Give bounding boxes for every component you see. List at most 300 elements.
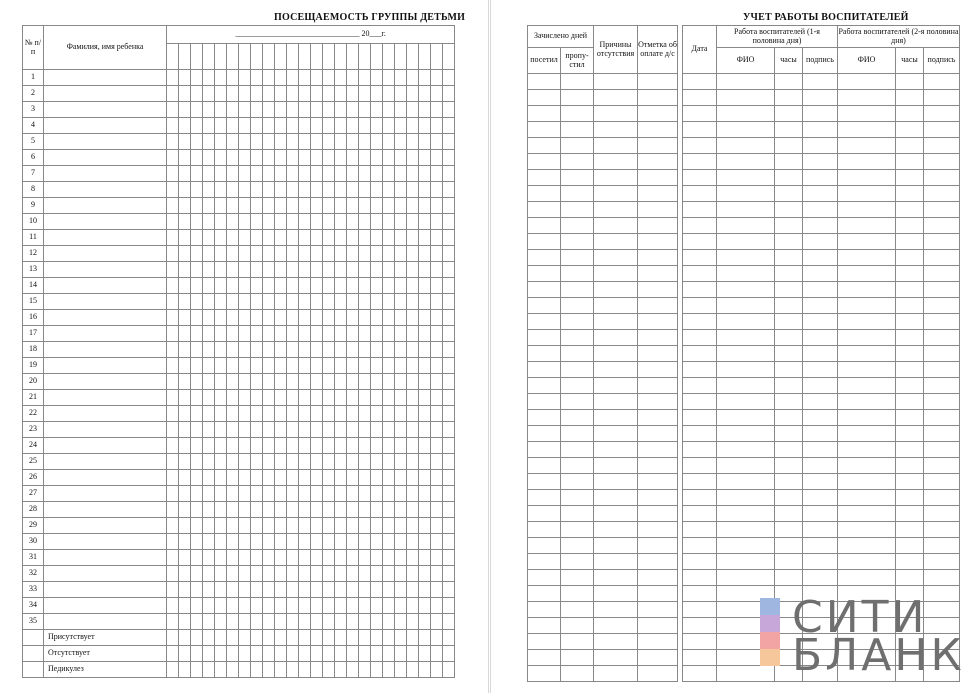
attendance-cell[interactable]	[359, 310, 371, 326]
teachers-work-cell[interactable]	[803, 426, 838, 442]
attendance-cell[interactable]	[443, 134, 455, 150]
teachers-work-cell[interactable]	[775, 106, 803, 122]
attendance-cell[interactable]	[227, 390, 239, 406]
attendance-cell[interactable]	[275, 566, 287, 582]
attendance-cell[interactable]	[179, 198, 191, 214]
attendance-cell[interactable]	[167, 198, 179, 214]
attendance-cell[interactable]	[215, 502, 227, 518]
teachers-work-cell[interactable]	[838, 282, 896, 298]
teachers-work-cell[interactable]	[683, 186, 717, 202]
footer-cell[interactable]	[239, 646, 251, 662]
attendance-cell[interactable]	[383, 390, 395, 406]
attendance-cell[interactable]	[347, 326, 359, 342]
attendance-cell[interactable]	[443, 230, 455, 246]
attendance-cell[interactable]	[335, 70, 347, 86]
attendance-cell[interactable]	[419, 278, 431, 294]
credited-days-cell[interactable]	[638, 298, 678, 314]
teachers-work-cell[interactable]	[924, 346, 960, 362]
child-name-cell[interactable]	[44, 102, 167, 118]
teachers-work-cell[interactable]	[717, 186, 775, 202]
attendance-cell[interactable]	[443, 550, 455, 566]
attendance-cell[interactable]	[251, 582, 263, 598]
credited-days-cell[interactable]	[594, 170, 638, 186]
attendance-cell[interactable]	[275, 134, 287, 150]
attendance-cell[interactable]	[275, 294, 287, 310]
credited-days-cell[interactable]	[594, 202, 638, 218]
attendance-cell[interactable]	[191, 326, 203, 342]
attendance-cell[interactable]	[443, 182, 455, 198]
teachers-work-cell[interactable]	[683, 266, 717, 282]
teachers-work-cell[interactable]	[896, 266, 924, 282]
attendance-cell[interactable]	[287, 294, 299, 310]
attendance-cell[interactable]	[179, 230, 191, 246]
attendance-cell[interactable]	[407, 70, 419, 86]
teachers-work-cell[interactable]	[838, 170, 896, 186]
attendance-cell[interactable]	[371, 182, 383, 198]
attendance-cell[interactable]	[203, 118, 215, 134]
teachers-work-cell[interactable]	[838, 314, 896, 330]
attendance-cell[interactable]	[167, 230, 179, 246]
teachers-work-cell[interactable]	[896, 234, 924, 250]
attendance-cell[interactable]	[311, 566, 323, 582]
teachers-work-cell[interactable]	[775, 570, 803, 586]
attendance-cell[interactable]	[275, 406, 287, 422]
attendance-cell[interactable]	[359, 374, 371, 390]
attendance-cell[interactable]	[299, 262, 311, 278]
teachers-work-cell[interactable]	[803, 330, 838, 346]
teachers-work-cell[interactable]	[896, 458, 924, 474]
attendance-cell[interactable]	[203, 70, 215, 86]
attendance-cell[interactable]	[215, 358, 227, 374]
attendance-cell[interactable]	[275, 278, 287, 294]
attendance-cell[interactable]	[287, 550, 299, 566]
attendance-cell[interactable]	[203, 518, 215, 534]
attendance-cell[interactable]	[443, 214, 455, 230]
teachers-work-cell[interactable]	[838, 90, 896, 106]
attendance-cell[interactable]	[335, 358, 347, 374]
attendance-cell[interactable]	[227, 86, 239, 102]
attendance-cell[interactable]	[227, 246, 239, 262]
attendance-cell[interactable]	[407, 598, 419, 614]
credited-days-cell[interactable]	[638, 490, 678, 506]
attendance-cell[interactable]	[347, 358, 359, 374]
attendance-cell[interactable]	[335, 134, 347, 150]
credited-days-cell[interactable]	[594, 426, 638, 442]
teachers-work-cell[interactable]	[683, 330, 717, 346]
attendance-cell[interactable]	[251, 486, 263, 502]
credited-days-cell[interactable]	[594, 330, 638, 346]
teachers-work-cell[interactable]	[896, 202, 924, 218]
credited-days-cell[interactable]	[638, 378, 678, 394]
credited-days-cell[interactable]	[594, 90, 638, 106]
attendance-cell[interactable]	[287, 118, 299, 134]
attendance-cell[interactable]	[359, 614, 371, 630]
teachers-work-cell[interactable]	[803, 154, 838, 170]
credited-days-cell[interactable]	[561, 138, 594, 154]
attendance-cell[interactable]	[263, 134, 275, 150]
attendance-cell[interactable]	[299, 422, 311, 438]
attendance-cell[interactable]	[275, 534, 287, 550]
attendance-cell[interactable]	[383, 182, 395, 198]
attendance-cell[interactable]	[299, 390, 311, 406]
attendance-cell[interactable]	[443, 454, 455, 470]
attendance-cell[interactable]	[179, 326, 191, 342]
attendance-cell[interactable]	[227, 198, 239, 214]
attendance-cell[interactable]	[359, 550, 371, 566]
attendance-cell[interactable]	[347, 598, 359, 614]
attendance-cell[interactable]	[383, 118, 395, 134]
attendance-cell[interactable]	[311, 342, 323, 358]
attendance-cell[interactable]	[227, 582, 239, 598]
attendance-cell[interactable]	[191, 134, 203, 150]
attendance-cell[interactable]	[227, 278, 239, 294]
attendance-cell[interactable]	[323, 614, 335, 630]
attendance-cell[interactable]	[431, 422, 443, 438]
teachers-work-cell[interactable]	[924, 138, 960, 154]
attendance-cell[interactable]	[347, 182, 359, 198]
attendance-cell[interactable]	[203, 150, 215, 166]
attendance-cell[interactable]	[227, 534, 239, 550]
footer-cell[interactable]	[395, 630, 407, 646]
attendance-cell[interactable]	[371, 550, 383, 566]
teachers-work-cell[interactable]	[683, 282, 717, 298]
attendance-cell[interactable]	[167, 422, 179, 438]
attendance-cell[interactable]	[215, 342, 227, 358]
attendance-cell[interactable]	[407, 390, 419, 406]
attendance-cell[interactable]	[395, 214, 407, 230]
child-name-cell[interactable]	[44, 262, 167, 278]
attendance-cell[interactable]	[191, 70, 203, 86]
credited-days-cell[interactable]	[528, 506, 561, 522]
footer-cell[interactable]	[167, 630, 179, 646]
footer-cell[interactable]	[371, 662, 383, 678]
credited-days-cell[interactable]	[561, 602, 594, 618]
footer-cell[interactable]	[323, 646, 335, 662]
attendance-cell[interactable]	[215, 518, 227, 534]
attendance-cell[interactable]	[347, 342, 359, 358]
credited-days-cell[interactable]	[528, 74, 561, 90]
credited-days-cell[interactable]	[638, 282, 678, 298]
attendance-cell[interactable]	[443, 582, 455, 598]
attendance-cell[interactable]	[287, 310, 299, 326]
attendance-cell[interactable]	[359, 150, 371, 166]
attendance-cell[interactable]	[419, 118, 431, 134]
attendance-cell[interactable]	[215, 326, 227, 342]
teachers-work-cell[interactable]	[838, 74, 896, 90]
credited-days-cell[interactable]	[528, 442, 561, 458]
attendance-cell[interactable]	[419, 422, 431, 438]
footer-cell[interactable]	[335, 646, 347, 662]
attendance-cell[interactable]	[395, 246, 407, 262]
attendance-cell[interactable]	[419, 70, 431, 86]
teachers-work-cell[interactable]	[717, 442, 775, 458]
child-name-cell[interactable]	[44, 198, 167, 214]
attendance-cell[interactable]	[395, 118, 407, 134]
footer-cell[interactable]	[215, 662, 227, 678]
attendance-cell[interactable]	[203, 326, 215, 342]
attendance-cell[interactable]	[383, 550, 395, 566]
teachers-work-cell[interactable]	[717, 474, 775, 490]
attendance-cell[interactable]	[179, 518, 191, 534]
credited-days-cell[interactable]	[594, 298, 638, 314]
teachers-work-cell[interactable]	[896, 394, 924, 410]
teachers-work-cell[interactable]	[838, 522, 896, 538]
teachers-work-cell[interactable]	[717, 506, 775, 522]
attendance-cell[interactable]	[419, 550, 431, 566]
attendance-cell[interactable]	[419, 566, 431, 582]
attendance-cell[interactable]	[215, 374, 227, 390]
attendance-cell[interactable]	[275, 246, 287, 262]
credited-days-cell[interactable]	[638, 250, 678, 266]
attendance-cell[interactable]	[167, 486, 179, 502]
teachers-work-cell[interactable]	[838, 106, 896, 122]
attendance-cell[interactable]	[299, 214, 311, 230]
attendance-cell[interactable]	[251, 566, 263, 582]
attendance-cell[interactable]	[431, 406, 443, 422]
attendance-cell[interactable]	[371, 278, 383, 294]
credited-days-cell[interactable]	[528, 522, 561, 538]
credited-days-cell[interactable]	[561, 330, 594, 346]
credited-days-cell[interactable]	[638, 426, 678, 442]
teachers-work-cell[interactable]	[683, 154, 717, 170]
attendance-cell[interactable]	[371, 518, 383, 534]
child-name-cell[interactable]	[44, 550, 167, 566]
attendance-cell[interactable]	[263, 118, 275, 134]
credited-days-cell[interactable]	[638, 442, 678, 458]
attendance-cell[interactable]	[203, 342, 215, 358]
attendance-cell[interactable]	[347, 502, 359, 518]
attendance-cell[interactable]	[395, 150, 407, 166]
attendance-cell[interactable]	[359, 230, 371, 246]
attendance-cell[interactable]	[263, 486, 275, 502]
attendance-cell[interactable]	[431, 342, 443, 358]
teachers-work-cell[interactable]	[775, 538, 803, 554]
attendance-cell[interactable]	[359, 470, 371, 486]
attendance-cell[interactable]	[191, 214, 203, 230]
attendance-cell[interactable]	[263, 454, 275, 470]
attendance-cell[interactable]	[323, 406, 335, 422]
attendance-cell[interactable]	[407, 326, 419, 342]
attendance-cell[interactable]	[167, 566, 179, 582]
teachers-work-cell[interactable]	[717, 234, 775, 250]
attendance-cell[interactable]	[287, 150, 299, 166]
attendance-cell[interactable]	[239, 182, 251, 198]
credited-days-cell[interactable]	[528, 170, 561, 186]
teachers-work-cell[interactable]	[717, 378, 775, 394]
teachers-work-cell[interactable]	[838, 474, 896, 490]
teachers-work-cell[interactable]	[803, 122, 838, 138]
attendance-cell[interactable]	[179, 358, 191, 374]
attendance-cell[interactable]	[335, 246, 347, 262]
teachers-work-cell[interactable]	[683, 90, 717, 106]
attendance-cell[interactable]	[191, 534, 203, 550]
attendance-cell[interactable]	[251, 230, 263, 246]
teachers-work-cell[interactable]	[838, 122, 896, 138]
attendance-cell[interactable]	[239, 310, 251, 326]
attendance-cell[interactable]	[203, 550, 215, 566]
attendance-cell[interactable]	[371, 214, 383, 230]
teachers-work-cell[interactable]	[924, 106, 960, 122]
attendance-cell[interactable]	[203, 134, 215, 150]
attendance-cell[interactable]	[407, 118, 419, 134]
day-column-header[interactable]	[395, 44, 407, 70]
attendance-cell[interactable]	[311, 422, 323, 438]
child-name-cell[interactable]	[44, 118, 167, 134]
credited-days-cell[interactable]	[638, 74, 678, 90]
child-name-cell[interactable]	[44, 598, 167, 614]
attendance-cell[interactable]	[371, 486, 383, 502]
teachers-work-cell[interactable]	[717, 138, 775, 154]
attendance-cell[interactable]	[263, 518, 275, 534]
attendance-cell[interactable]	[407, 342, 419, 358]
attendance-cell[interactable]	[443, 326, 455, 342]
attendance-cell[interactable]	[167, 582, 179, 598]
teachers-work-cell[interactable]	[838, 202, 896, 218]
attendance-cell[interactable]	[359, 246, 371, 262]
day-column-header[interactable]	[359, 44, 371, 70]
footer-cell[interactable]	[287, 662, 299, 678]
attendance-cell[interactable]	[263, 438, 275, 454]
credited-days-cell[interactable]	[594, 474, 638, 490]
attendance-cell[interactable]	[371, 438, 383, 454]
credited-days-cell[interactable]	[528, 330, 561, 346]
attendance-cell[interactable]	[395, 550, 407, 566]
footer-cell[interactable]	[311, 646, 323, 662]
attendance-cell[interactable]	[431, 390, 443, 406]
attendance-cell[interactable]	[167, 470, 179, 486]
child-name-cell[interactable]	[44, 406, 167, 422]
attendance-cell[interactable]	[407, 422, 419, 438]
attendance-cell[interactable]	[215, 166, 227, 182]
attendance-cell[interactable]	[323, 326, 335, 342]
credited-days-cell[interactable]	[638, 106, 678, 122]
teachers-work-cell[interactable]	[924, 426, 960, 442]
attendance-cell[interactable]	[215, 486, 227, 502]
attendance-cell[interactable]	[395, 358, 407, 374]
attendance-cell[interactable]	[347, 70, 359, 86]
attendance-cell[interactable]	[407, 214, 419, 230]
attendance-cell[interactable]	[443, 438, 455, 454]
attendance-cell[interactable]	[323, 598, 335, 614]
attendance-cell[interactable]	[431, 454, 443, 470]
attendance-cell[interactable]	[167, 118, 179, 134]
attendance-cell[interactable]	[371, 294, 383, 310]
attendance-cell[interactable]	[431, 118, 443, 134]
attendance-cell[interactable]	[275, 550, 287, 566]
teachers-work-cell[interactable]	[896, 74, 924, 90]
credited-days-cell[interactable]	[638, 346, 678, 362]
attendance-cell[interactable]	[263, 422, 275, 438]
attendance-cell[interactable]	[287, 326, 299, 342]
attendance-cell[interactable]	[299, 102, 311, 118]
attendance-cell[interactable]	[431, 262, 443, 278]
attendance-cell[interactable]	[263, 102, 275, 118]
attendance-cell[interactable]	[263, 214, 275, 230]
footer-cell[interactable]	[275, 630, 287, 646]
attendance-cell[interactable]	[347, 102, 359, 118]
credited-days-cell[interactable]	[594, 154, 638, 170]
attendance-cell[interactable]	[371, 230, 383, 246]
attendance-cell[interactable]	[215, 278, 227, 294]
attendance-cell[interactable]	[419, 246, 431, 262]
attendance-cell[interactable]	[347, 198, 359, 214]
teachers-work-cell[interactable]	[775, 298, 803, 314]
attendance-cell[interactable]	[287, 214, 299, 230]
teachers-work-cell[interactable]	[803, 458, 838, 474]
attendance-cell[interactable]	[407, 278, 419, 294]
attendance-cell[interactable]	[311, 486, 323, 502]
teachers-work-cell[interactable]	[896, 330, 924, 346]
credited-days-cell[interactable]	[528, 634, 561, 650]
attendance-cell[interactable]	[311, 438, 323, 454]
attendance-cell[interactable]	[443, 598, 455, 614]
attendance-cell[interactable]	[347, 150, 359, 166]
attendance-cell[interactable]	[251, 310, 263, 326]
attendance-cell[interactable]	[215, 550, 227, 566]
teachers-work-cell[interactable]	[683, 314, 717, 330]
credited-days-cell[interactable]	[528, 554, 561, 570]
credited-days-cell[interactable]	[528, 602, 561, 618]
attendance-cell[interactable]	[167, 518, 179, 534]
attendance-cell[interactable]	[419, 438, 431, 454]
attendance-cell[interactable]	[359, 518, 371, 534]
attendance-cell[interactable]	[407, 582, 419, 598]
credited-days-cell[interactable]	[528, 362, 561, 378]
attendance-cell[interactable]	[431, 550, 443, 566]
attendance-cell[interactable]	[239, 422, 251, 438]
attendance-cell[interactable]	[335, 278, 347, 294]
child-name-cell[interactable]	[44, 214, 167, 230]
attendance-cell[interactable]	[179, 598, 191, 614]
teachers-work-cell[interactable]	[717, 554, 775, 570]
attendance-cell[interactable]	[179, 310, 191, 326]
attendance-cell[interactable]	[323, 134, 335, 150]
attendance-cell[interactable]	[203, 166, 215, 182]
attendance-cell[interactable]	[407, 518, 419, 534]
attendance-cell[interactable]	[335, 86, 347, 102]
attendance-cell[interactable]	[395, 262, 407, 278]
attendance-cell[interactable]	[335, 150, 347, 166]
footer-cell[interactable]	[443, 630, 455, 646]
attendance-cell[interactable]	[431, 150, 443, 166]
attendance-cell[interactable]	[407, 454, 419, 470]
teachers-work-cell[interactable]	[924, 154, 960, 170]
attendance-cell[interactable]	[179, 262, 191, 278]
attendance-cell[interactable]	[227, 310, 239, 326]
attendance-cell[interactable]	[299, 86, 311, 102]
attendance-cell[interactable]	[299, 246, 311, 262]
credited-days-cell[interactable]	[638, 186, 678, 202]
attendance-cell[interactable]	[419, 342, 431, 358]
teachers-work-cell[interactable]	[924, 538, 960, 554]
teachers-work-cell[interactable]	[896, 490, 924, 506]
attendance-cell[interactable]	[431, 310, 443, 326]
attendance-cell[interactable]	[203, 598, 215, 614]
attendance-cell[interactable]	[383, 294, 395, 310]
attendance-cell[interactable]	[419, 374, 431, 390]
attendance-cell[interactable]	[371, 70, 383, 86]
teachers-work-cell[interactable]	[717, 154, 775, 170]
attendance-cell[interactable]	[239, 438, 251, 454]
attendance-cell[interactable]	[263, 566, 275, 582]
attendance-cell[interactable]	[419, 214, 431, 230]
attendance-cell[interactable]	[299, 294, 311, 310]
teachers-work-cell[interactable]	[683, 442, 717, 458]
attendance-cell[interactable]	[311, 150, 323, 166]
footer-cell[interactable]	[191, 630, 203, 646]
attendance-cell[interactable]	[407, 102, 419, 118]
attendance-cell[interactable]	[419, 310, 431, 326]
